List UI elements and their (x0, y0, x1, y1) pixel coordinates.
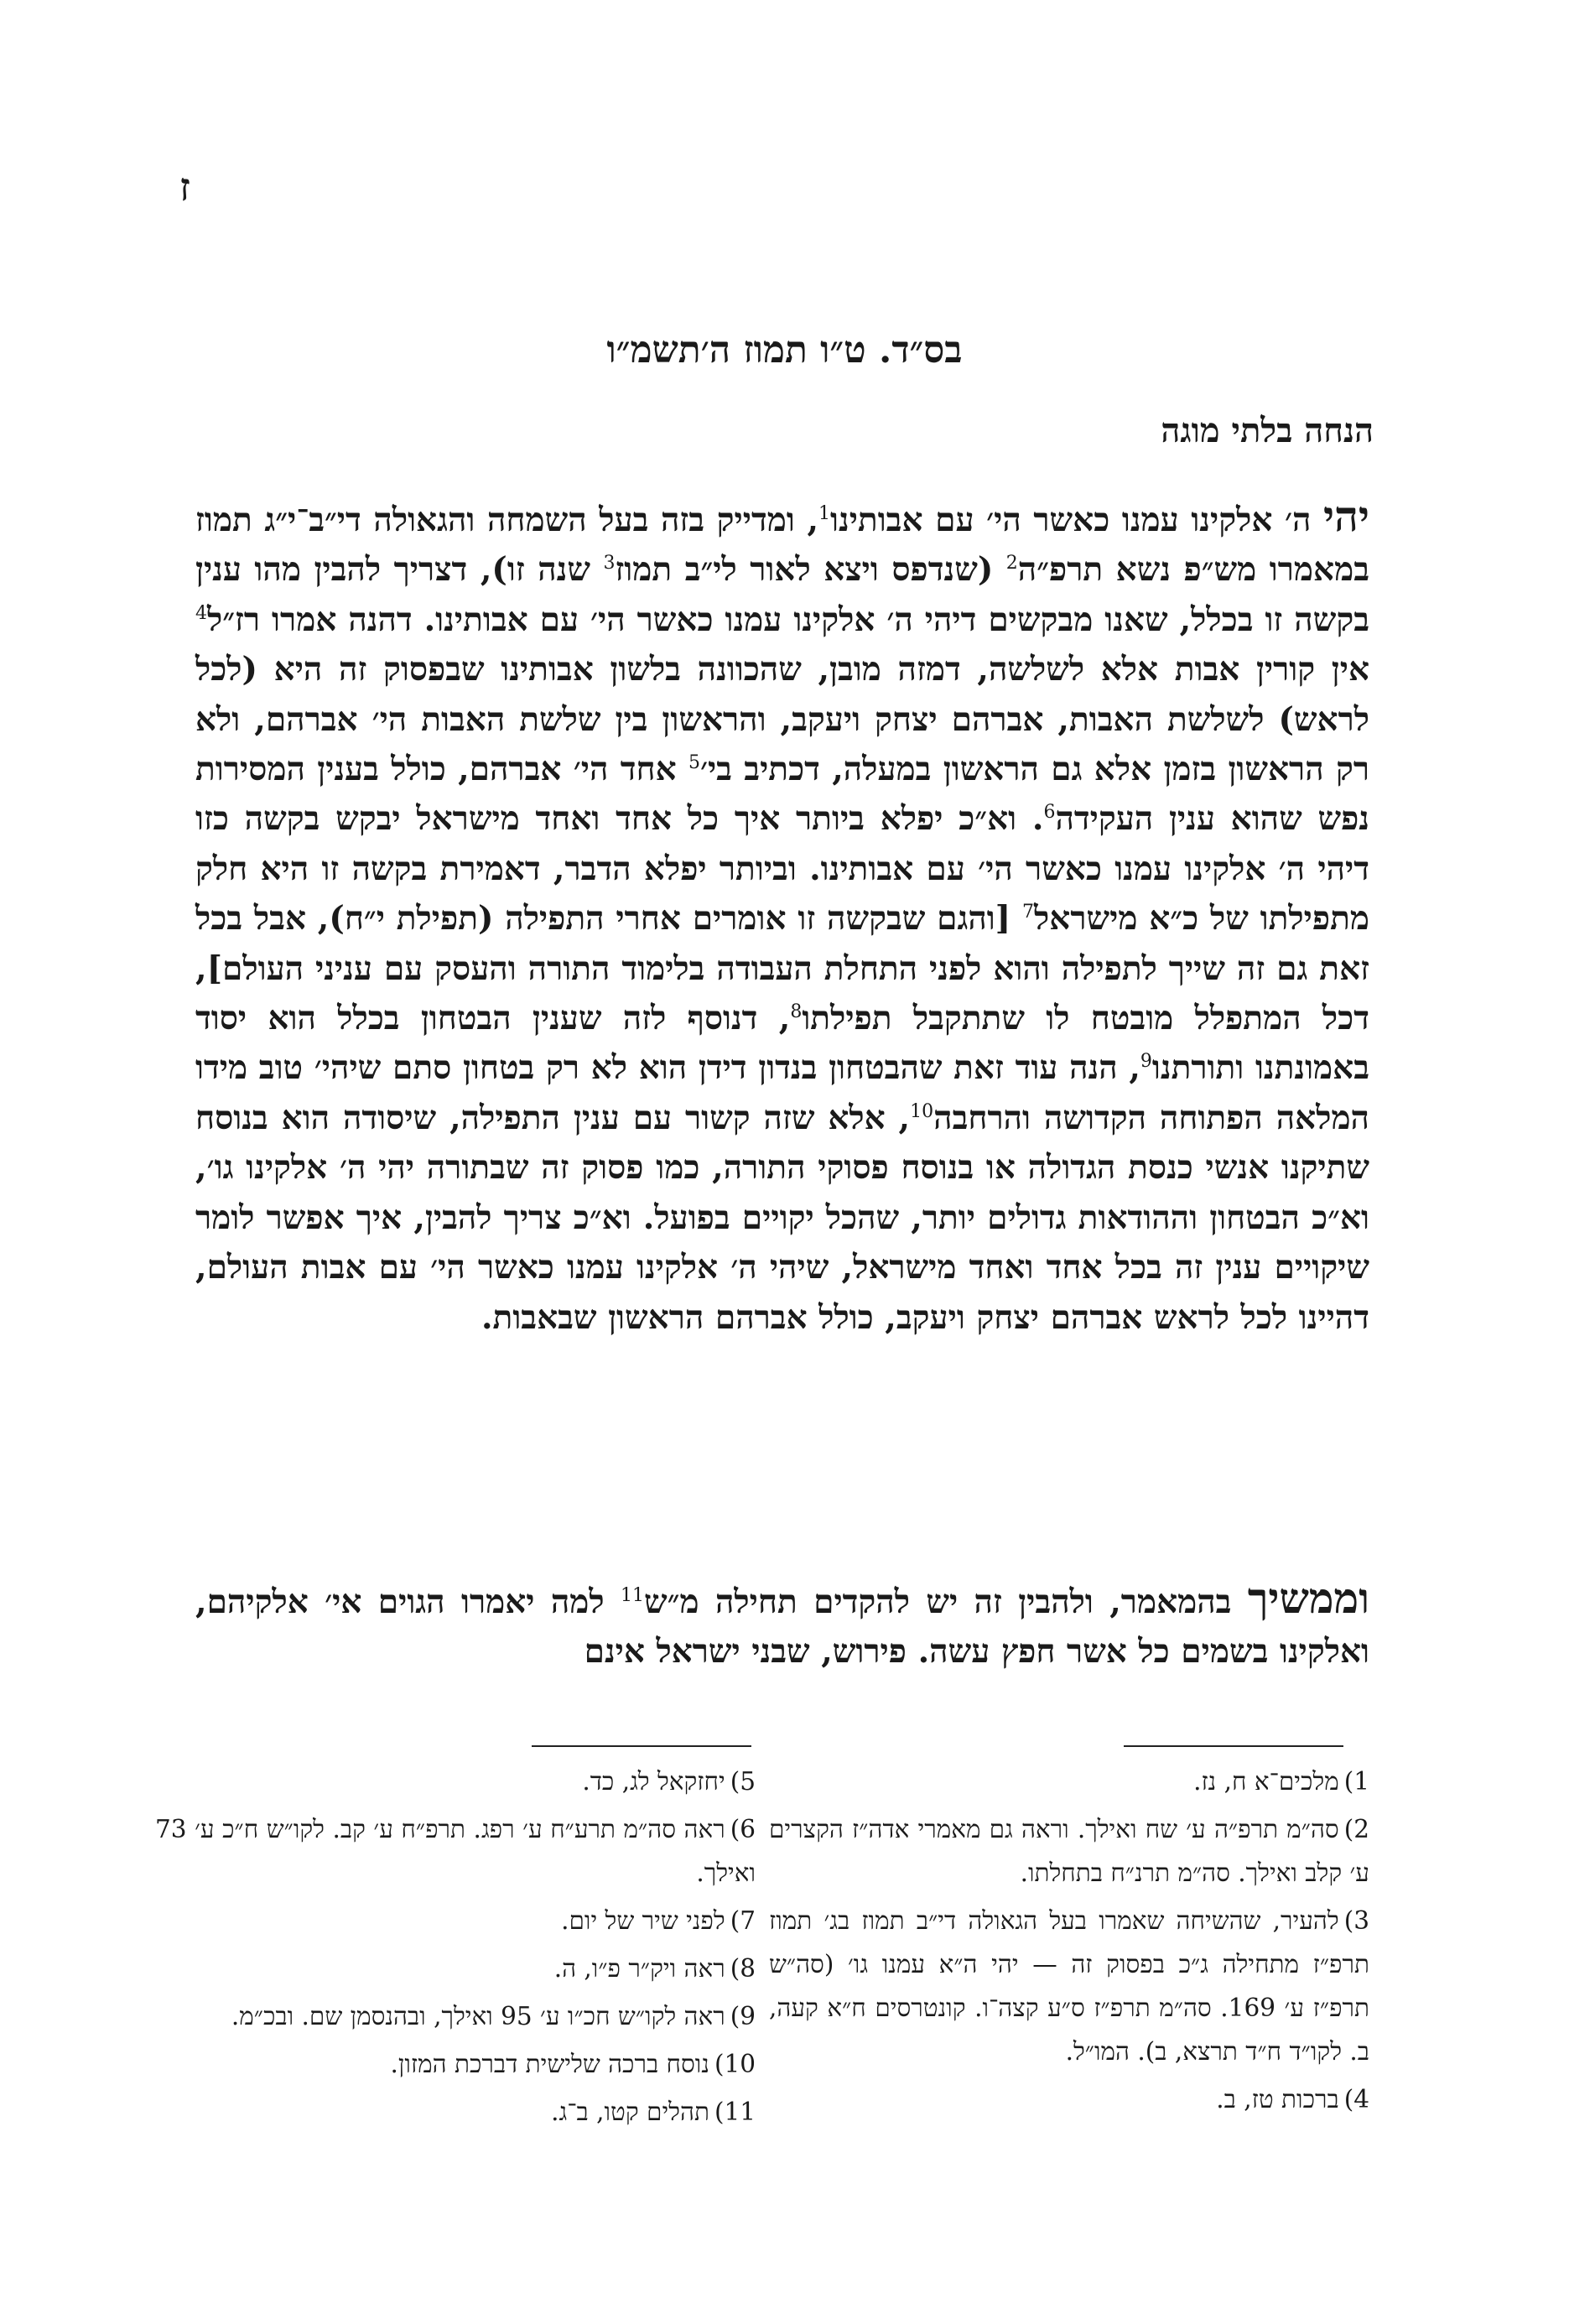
text-segment: למה יאמרו הגוים אי׳ אלקיהם, ואלקינו בשמים כל אשר חפץ עשה. פירוש, שבני ישראל אינם (195, 1583, 1369, 1672)
text-segment: שנה זו), דצריך להבין מהו ענין בקשה זו בכלל, שאנו מבקשים דיהי ה׳ אלקינו עמנו כאשר הי׳ עם אבותינו. דהנה אמרו רז״ל (195, 550, 1369, 639)
footnote-number: 9) (730, 2002, 756, 2030)
footnote-ref: 2 (1005, 553, 1018, 575)
footnote (155, 2042, 756, 2086)
text-segment: אין קורין אבות אלא לשלשה, דמזה מובן, שהכוונה בלשון אבותינו שבפסוק זה היא (לכל לראש) לשלשת האבות, אברהם יצחק ויעקב, והראשון בין שלשת האבות הי׳ אברהם, ולא רק הראשון בזמן אלא גם הראשון במעלה, דכתיב בי׳ (195, 650, 1369, 789)
page-title: בס״ד. ט״ו תמוז ה׳תשמ״ו (606, 329, 963, 372)
paragraph-2 (195, 1573, 1369, 1677)
footnote-number: 4) (1343, 2085, 1369, 2113)
text-segment: בהמאמר, ולהבין זה יש להקדים תחילה מ״ש (644, 1583, 1248, 1621)
lead-word: וממשיך (1247, 1573, 1369, 1623)
text-segment: , דנוסף לזה שענין הבטחון בכלל הוא יסוד באמונתנו ותורתנו (195, 999, 1370, 1088)
footnote (155, 1994, 756, 2038)
footnote-ref: 1 (818, 503, 831, 524)
footnote-number: 2) (1343, 1815, 1369, 1843)
footnote-ref: 10 (910, 1100, 934, 1122)
footnote (155, 1899, 756, 1942)
footnote-number: 8) (730, 1954, 756, 1983)
footnote (769, 1807, 1369, 1895)
footnote-number: 3) (1343, 1906, 1369, 1935)
text-segment: (שנדפס ויצא לאור לי״ב תמוז (615, 550, 1006, 590)
subtitle: הנחה בלתי מוגה (1161, 411, 1374, 450)
footnote-ref: 4 (195, 602, 207, 624)
footnote-ref: 8 (790, 1001, 803, 1023)
footnote-text: סה״מ תרפ״ה ע׳ שח ואילך. וראה גם מאמרי אדה״ז הקצרים ע׳ קלב ואילך. סה״מ תרנ״ח בתחלתו. (769, 1815, 1369, 1887)
text-segment: ה׳ אלקינו עמנו כאשר הי׳ עם אבותינו (830, 501, 1324, 539)
footnote-divider-right (1124, 1745, 1343, 1747)
footnote-number: 11) (714, 2098, 756, 2126)
footnote (155, 1760, 756, 1803)
text-segment: אחד הי׳ אברהם, כולל בענין המסירות נפש שהוא ענין העקידה (195, 750, 1369, 839)
paragraph-1 (195, 491, 1369, 1343)
footnote-text: נוסח ברכה שלישית דברכת המזון. (390, 2050, 709, 2078)
footnote-text: ברכות טז, ב. (1216, 2085, 1339, 2113)
lead-word: יהי (1323, 491, 1369, 541)
footnote-number: 6) (730, 1815, 756, 1843)
text-segment: , הנה עוד זאת שהבטחון בנדון דידן הוא לא רק בטחון סתם שיהי׳ טוב מידו המלאה הפתוחה הקדושה והרחבה (195, 1048, 1369, 1137)
footnote (769, 1760, 1369, 1803)
footnote-text: יחזקאל לג, כד. (582, 1767, 725, 1796)
footnote-divider-left (532, 1745, 751, 1747)
footnote-ref: 11 (621, 1585, 645, 1606)
footnotes-right-column (769, 1760, 1369, 2125)
footnote (155, 1807, 756, 1895)
footnote-number: 5) (730, 1767, 756, 1796)
footnote-text: תהלים קטו, ב־ג. (551, 2098, 709, 2126)
footnote-text: לפני שיר של יום. (561, 1906, 725, 1935)
footnote-text: ראה לקו״ש חכ״ו ע׳ 95 ואילך, ובהנסמן שם. ובכ״מ. (231, 2002, 725, 2030)
footnote-ref: 5 (688, 752, 700, 774)
footnote-number: 7) (730, 1906, 756, 1935)
footnotes-left-column (155, 1760, 756, 2138)
footnote-text: מלכים־א ח, נז. (1193, 1767, 1339, 1796)
footnote-text: ראה ויק״ר פ״ו, ה. (553, 1954, 725, 1983)
footnote-number: 1) (1343, 1767, 1369, 1796)
footnote-text: ראה סה״מ תרע״ח ע׳ רפג. תרפ״ח ע׳ קב. לקו״ש ח״כ ע׳ 73 ואילך. (155, 1815, 756, 1887)
footnote (155, 1947, 756, 1990)
footnote (769, 2077, 1369, 2121)
footnote-number: 10) (714, 2050, 756, 2078)
text-segment: , אלא שזה קשור עם ענין התפילה, שיסודה הוא בנוסח שתיקנו אנשי כנסת הגדולה או בנוסח פסוקי התורה, כמו פסוק זה שבתורה יהי ה׳ אלקינו גו׳, וא״כ הבטחון וההודאות גדולים יותר, שהכל יקויים בפועל. וא״כ צריך להבין, איך אפשר לומר שיקויים ענין זה בכל אחד ואחד מישראל, שיהי ה׳ אלקינו עמנו כאשר הי׳ עם אבות העולם, דהיינו לכל לראש אברהם יצחק ויעקב, כולל אברהם הראשון שבאבות. (195, 1098, 1370, 1337)
text-segment: [והגם שבקשה זו אומרים אחרי התפילה (תפילת י״ח), אבל בכל זאת גם זה שייך לתפילה והוא לפני התחלת העבודה בלימוד התורה והעסק עם עניני העולם], דכל המתפלל מובטח לו שתתקבל תפילתו (195, 899, 1369, 1038)
footnote-text: להעיר, שהשיחה שאמרו בעל הגאולה די״ב תמוז בג׳ תמוז תרפ״ז מתחילה ג״כ בפסוק זה — יהי ה״א עמנו גו׳ (סה״ש תרפ״ז ע׳ 169. סה״מ תרפ״ז ס״ע קצה־ו. קונטרסים ח״א קעה, ב. לקו״ד ח״ד תרצא, ב). המו״ל. (769, 1906, 1370, 2066)
text-segment: , ומדייק בזה בעל השמחה והגאולה די״ב־י״ג תמוז במאמרו מש״פ נשא תרפ״ה (195, 501, 1369, 590)
footnote (155, 2090, 756, 2134)
text-segment: . וא״כ יפלא ביותר איך כל אחד ואחד מישראל יבקש בקשה כזו דיהי ה׳ אלקינו עמנו כאשר הי׳ עם אבותינו. וביותר יפלא הדבר, דאמירת בקשה זו היא חלק מתפילתו של כ״א מישראל (195, 799, 1369, 938)
footnote-ref: 7 (1022, 902, 1035, 923)
footnote-ref: 9 (1140, 1051, 1152, 1073)
footnote-ref: 3 (603, 553, 616, 575)
footnote (769, 1899, 1369, 2073)
footnote-ref: 6 (1043, 802, 1056, 824)
page-number: ז (179, 164, 190, 210)
